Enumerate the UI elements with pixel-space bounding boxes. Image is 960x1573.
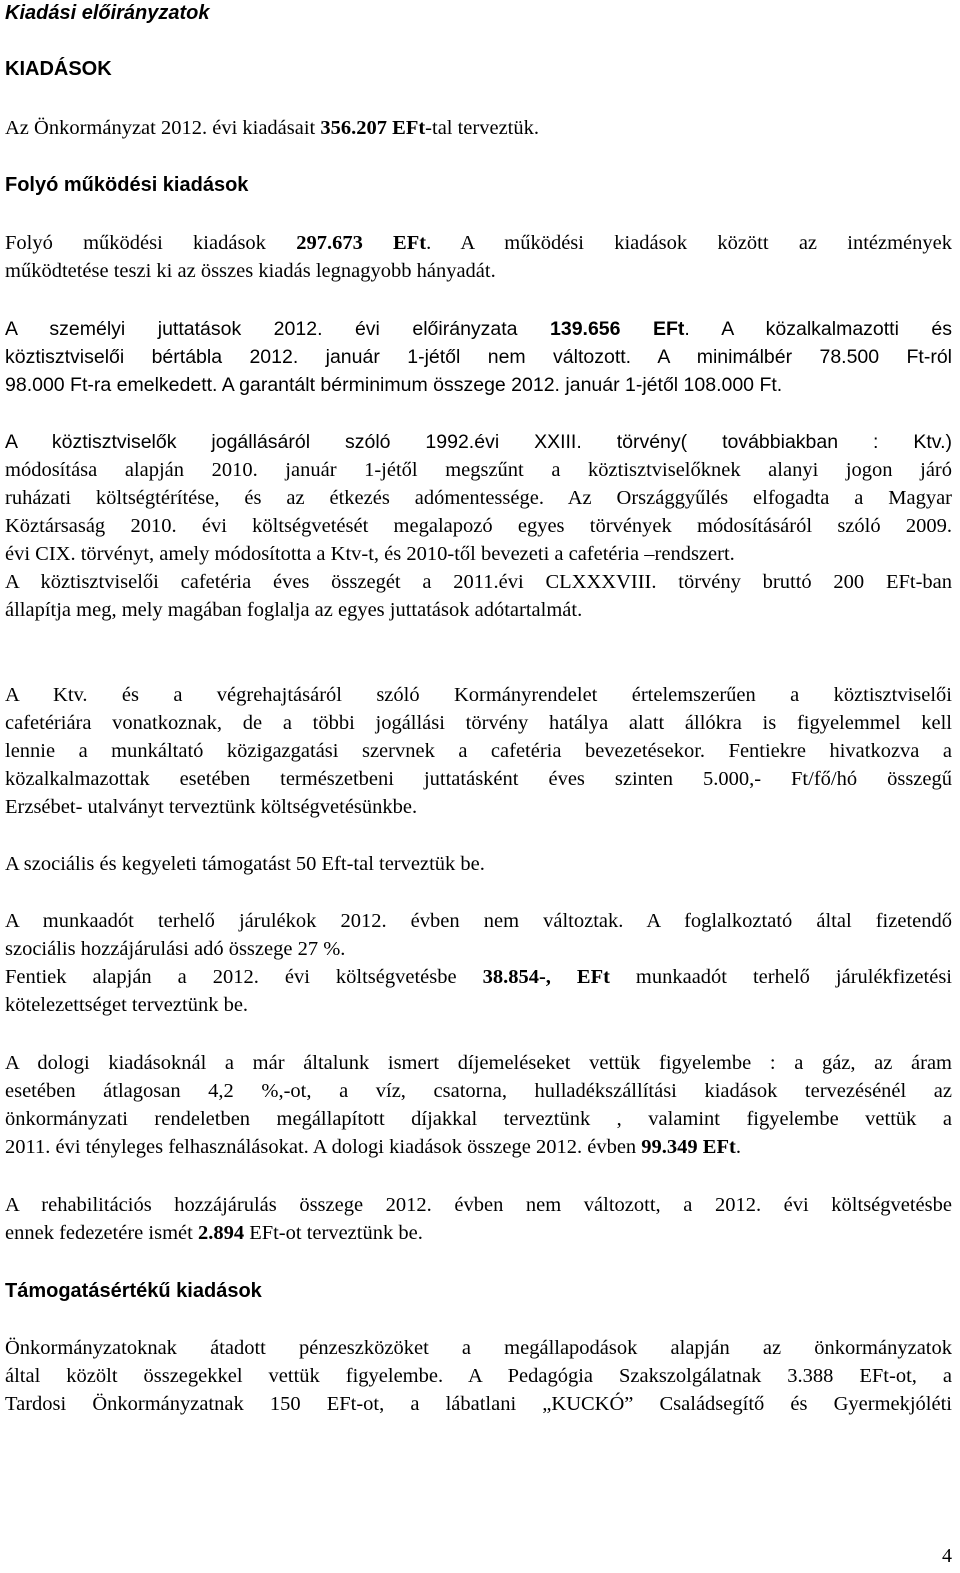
dologi-line-1: A dologi kiadásoknál a már általunk ismert díjemeléseket vettük figyelembe : a gáz, az áram: [5, 1052, 952, 1074]
cafeteria-line-5: Erzsébet- utalványt terveztünk költségvetésünkbe.: [5, 796, 418, 818]
section-title: Kiadási előirányzatok: [5, 2, 210, 24]
cafeteria-line-3: lennie a munkáltató közigazgatási szervnek a cafetéria bevezetésekor. Fentiekre hivatkozva a: [5, 740, 952, 762]
folyo-amount: 297.673 EFt: [296, 232, 427, 254]
dologi-line-4: [5, 1134, 741, 1160]
cafeteria-line-2: cafetériára vonatkoznak, de a többi jogállási törvény hatálya alatt állókra is figyelemmel kell: [5, 712, 952, 734]
ktv-line-1: A köztisztviselők jogállásáról szóló 1992.évi XXIII. törvény( továbbiakban : Ktv.): [5, 431, 952, 453]
folyo-text: Folyó működési kiadások: [5, 232, 297, 254]
szocialis-paragraph: A szociális és kegyeleti támogatást 50 Eft-tal terveztük be.: [5, 853, 485, 875]
rehab-amount: 2.894: [197, 1222, 245, 1244]
munkaado-text-end: munkaadót terhelő járulékfizetési: [609, 966, 952, 988]
folyo-text-end: . A működési kiadások között az intézmények: [426, 232, 953, 254]
munkaado-line-3: [5, 964, 952, 990]
ktv-line-6: A köztisztviselői cafetéria éves összegét a 2011.évi CLXXXVIII. törvény bruttó 200 EFt-ban: [5, 571, 952, 593]
ktv-line-5: évi CIX. törvényt, amely módosította a Ktv-t, és 2010-től bevezeti a cafetéria –rendszert.: [5, 543, 735, 565]
cafeteria-line-1: A Ktv. és a végrehajtásáról szóló Kormányrendelet értelemszerűen a köztisztviselői: [5, 684, 952, 706]
dologi-text-end: .: [735, 1136, 741, 1158]
cafeteria-line-4: közalkalmazottak esetében természetbeni juttatásként éves szinten 5.000,- Ft/fő/hó összegű: [5, 768, 952, 790]
munkaado-line-4: kötelezettséget terveztünk be.: [5, 994, 249, 1016]
folyo-line-2: működtetése teszi ki az összes kiadás legnagyobb hányadát.: [5, 260, 496, 282]
folyo-heading: Folyó működési kiadások: [5, 174, 249, 196]
munkaado-line-2: szociális hozzájárulási adó összege 27 %.: [5, 938, 346, 960]
onkorm-line-3: Tardosi Önkormányzatnak 150 EFt-ot, a lábatlani „KUCKÓ” Családsegítő és Gyermekjóléti: [5, 1393, 952, 1415]
intro-paragraph: [5, 115, 539, 141]
onkorm-line-2: által közölt összegekkel vettük figyelembe. A Pedagógia Szakszolgálatnak 3.388 EFt-ot, a: [5, 1365, 952, 1387]
dologi-text: 2011. évi tényleges felhasználásokat. A dologi kiadások összege 2012. évben: [5, 1136, 642, 1158]
szemelyi-line-1: [5, 316, 952, 342]
page-number: 4: [942, 1545, 952, 1567]
intro-text-end: -tal terveztük.: [425, 117, 540, 139]
intro-text: Az Önkormányzat 2012. évi kiadásait: [5, 117, 321, 139]
dologi-line-3: önkormányzati rendeletben megállapított díjakkal terveztünk , valamint figyelembe vettük a: [5, 1108, 952, 1130]
szemelyi-amount: 139.656 EFt: [550, 318, 685, 340]
szemelyi-line-2: köztisztviselői bértábla 2012. január 1-jétől nem változott. A minimálbér 78.500 Ft-ról: [5, 346, 952, 368]
intro-amount: 356.207 EFt: [320, 117, 426, 139]
szemelyi-text-end: . A közalkalmazotti és: [684, 318, 952, 340]
ktv-line-3: ruházati költségtérítése, és az étkezés adómentessége. Az Országgyűlés elfogadta a Magyar: [5, 487, 952, 509]
ktv-line-4: Köztársaság 2010. évi költségvetését megalapozó egyes törvények módosításáról szóló 2009.: [5, 515, 952, 537]
dologi-line-2: esetében átlagosan 4,2 %,-ot, a víz, csatorna, hulladékszállítási kiadások tervezésénél az: [5, 1080, 952, 1102]
folyo-line-1: [5, 230, 952, 256]
munkaado-line-1: A munkaadót terhelő járulékok 2012. évben nem változtak. A foglalkoztató által fizetendő: [5, 910, 952, 932]
ktv-line-7: állapítja meg, mely magában foglalja az egyes juttatások adótartalmát.: [5, 599, 583, 621]
dologi-amount: 99.349 EFt: [641, 1136, 736, 1158]
szemelyi-line-3: 98.000 Ft-ra emelkedett. A garantált bérminimum összege 2012. január 1-jétől 108.000 Ft.: [5, 374, 783, 396]
munkaado-amount: 38.854-, EFt: [482, 966, 610, 988]
onkorm-line-1: Önkormányzatoknak átadott pénzeszközöket a megállapodások alapján az önkormányzatok: [5, 1337, 952, 1359]
ktv-line-2: módosítása alapján 2010. január 1-jétől megszűnt a köztisztviselőknek alanyi jogon járó: [5, 459, 952, 481]
rehab-text: ennek fedezetére ismét: [5, 1222, 198, 1244]
tamogatas-heading: Támogatásértékű kiadások: [5, 1280, 262, 1302]
rehab-line-1: A rehabilitációs hozzájárulás összege 2012. évben nem változott, a 2012. évi költségvetésbe: [5, 1194, 952, 1216]
munkaado-text: Fentiek alapján a 2012. évi költségvetésbe: [5, 966, 483, 988]
rehab-text-end: EFt-ot terveztünk be.: [244, 1222, 423, 1244]
rehab-line-2: [5, 1220, 423, 1246]
kiadasok-heading: KIADÁSOK: [5, 58, 112, 80]
szemelyi-text: A személyi juttatások 2012. évi előirányzata: [5, 318, 550, 340]
